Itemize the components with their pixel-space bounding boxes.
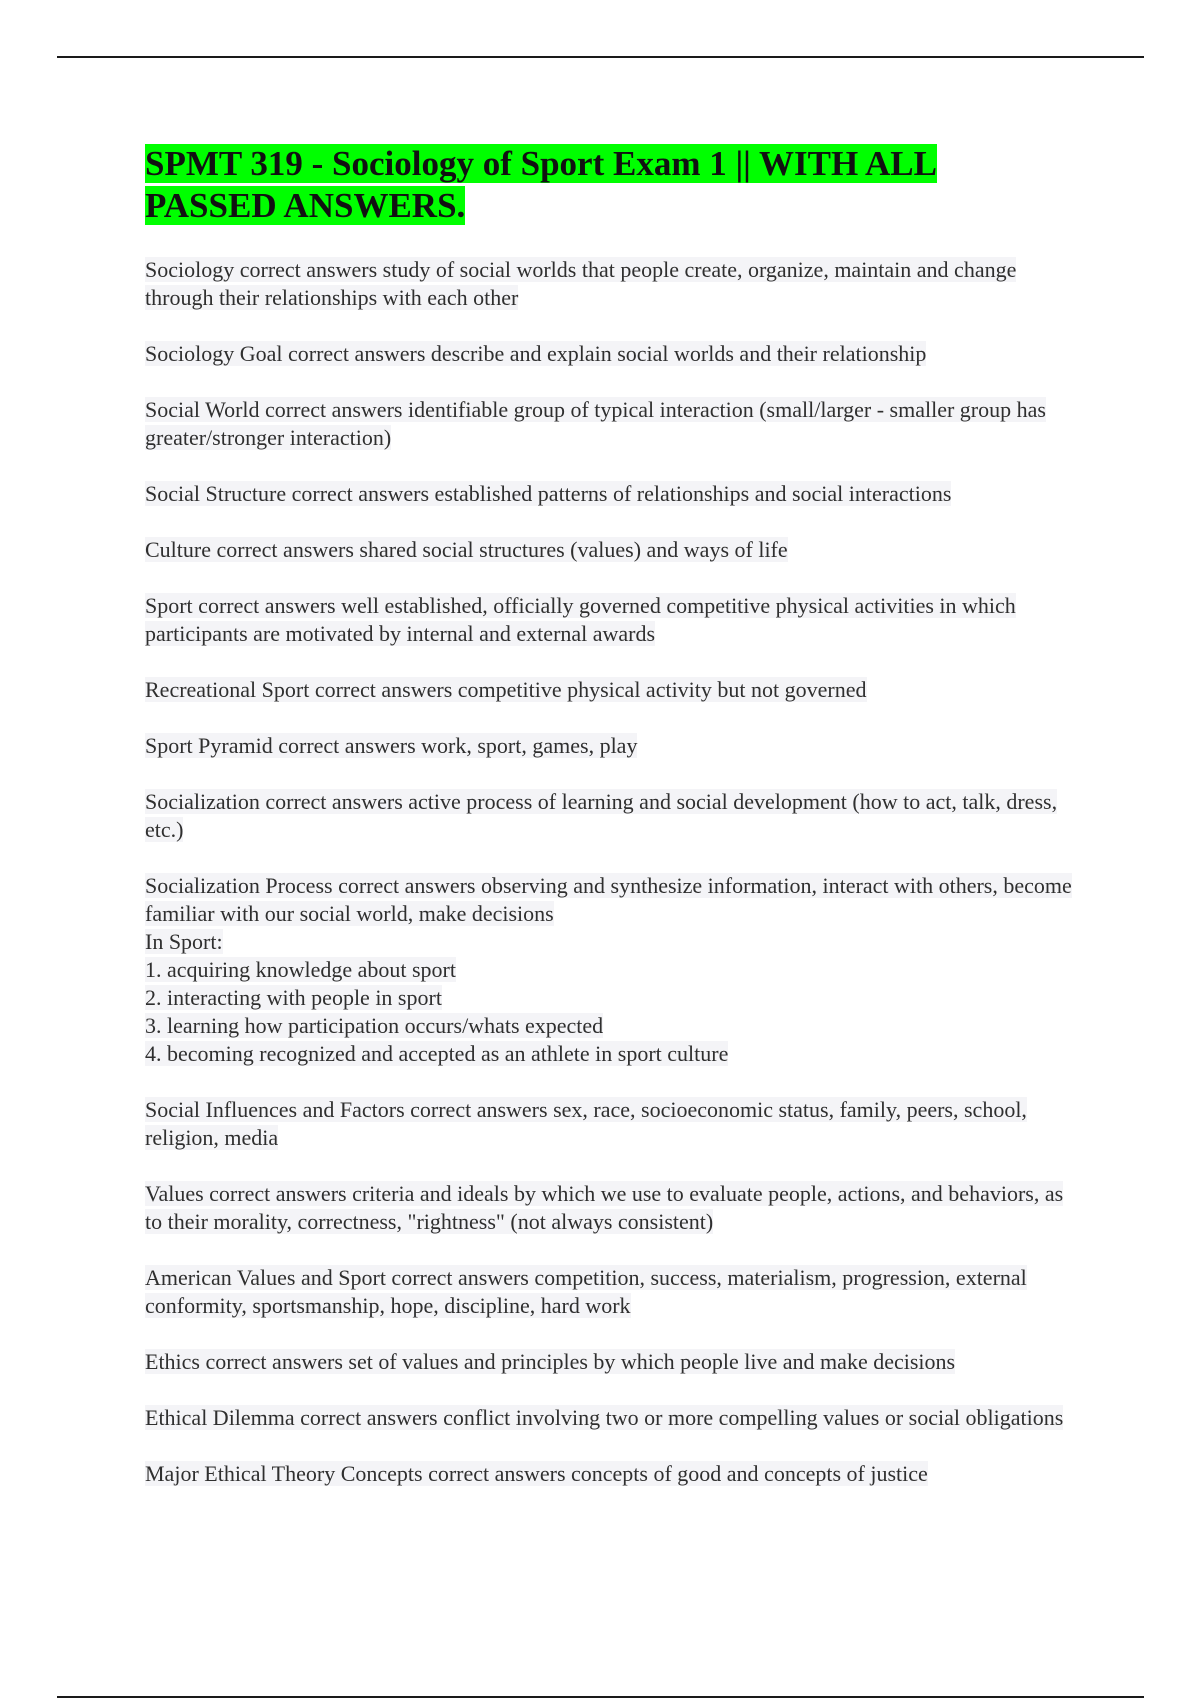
- entry-american-values: American Values and Sport correct answers competition, success, materialism, progression, external conformity, sportsmanship, hope, discipline, hard work: [145, 1265, 1027, 1318]
- entry-ethical-theory: Major Ethical Theory Concepts correct answers concepts of good and concepts of justice: [145, 1461, 928, 1486]
- socialization-step: 2. interacting with people in sport: [145, 985, 442, 1010]
- entry-sociology-goal: Sociology Goal correct answers describe and explain social worlds and their relationship: [145, 341, 927, 366]
- entry-social-world: Social World correct answers identifiable group of typical interaction (small/larger - smaller group has greater/stronger interaction): [145, 397, 1046, 450]
- socialization-step: 3. learning how participation occurs/whats expected: [145, 1013, 604, 1038]
- entry-social-influences: Social Influences and Factors correct answers sex, race, socioeconomic status, family, peers, school, religion, media: [145, 1097, 1027, 1150]
- socialization-step: 4. becoming recognized and accepted as an athlete in sport culture: [145, 1041, 729, 1066]
- entry-social-structure: Social Structure correct answers established patterns of relationships and social interactions: [145, 481, 952, 506]
- bottom-rule: [57, 1696, 1144, 1698]
- entry-sport: Sport correct answers well established, officially governed competitive physical activities in which participants are motivated by internal and external awards: [145, 593, 1016, 646]
- entry-ethical-dilemma: Ethical Dilemma correct answers conflict involving two or more compelling values or social obligations: [145, 1405, 1064, 1430]
- entry-sociology: Sociology correct answers study of social worlds that people create, organize, maintain and change through their relationships with each other: [145, 257, 1017, 310]
- document-body: [145, 143, 1075, 1516]
- entry-culture: Culture correct answers shared social structures (values) and ways of life: [145, 537, 788, 562]
- entry-ethics: Ethics correct answers set of values and principles by which people live and make decisions: [145, 1349, 956, 1374]
- entry-sport-pyramid: Sport Pyramid correct answers work, sport, games, play: [145, 733, 638, 758]
- entry-socialization-process: Socialization Process correct answers observing and synthesize information, interact with others, become familiar with our social world, make decisions In Sport: 1. acquiring knowledge about sport 2. interacting with people in sport 3. learning how participation occurs/whats expected 4. becoming recognized and accepted as an athlete in sport culture: [145, 872, 1075, 1068]
- document-title: SPMT 319 - Sociology of Sport Exam 1 || WITH ALL PASSED ANSWERS.: [145, 144, 937, 225]
- socialization-step: 1. acquiring knowledge about sport: [145, 957, 456, 982]
- top-rule: [57, 56, 1144, 58]
- entry-values: Values correct answers criteria and ideals by which we use to evaluate people, actions, and behaviors, as to their morality, correctness, "rightness" (not always consistent): [145, 1181, 1064, 1234]
- socialization-subheading: In Sport:: [145, 929, 223, 954]
- entry-recreational-sport: Recreational Sport correct answers competitive physical activity but not governed: [145, 677, 867, 702]
- entry-socialization: Socialization correct answers active process of learning and social development (how to act, talk, dress, etc.): [145, 789, 1058, 842]
